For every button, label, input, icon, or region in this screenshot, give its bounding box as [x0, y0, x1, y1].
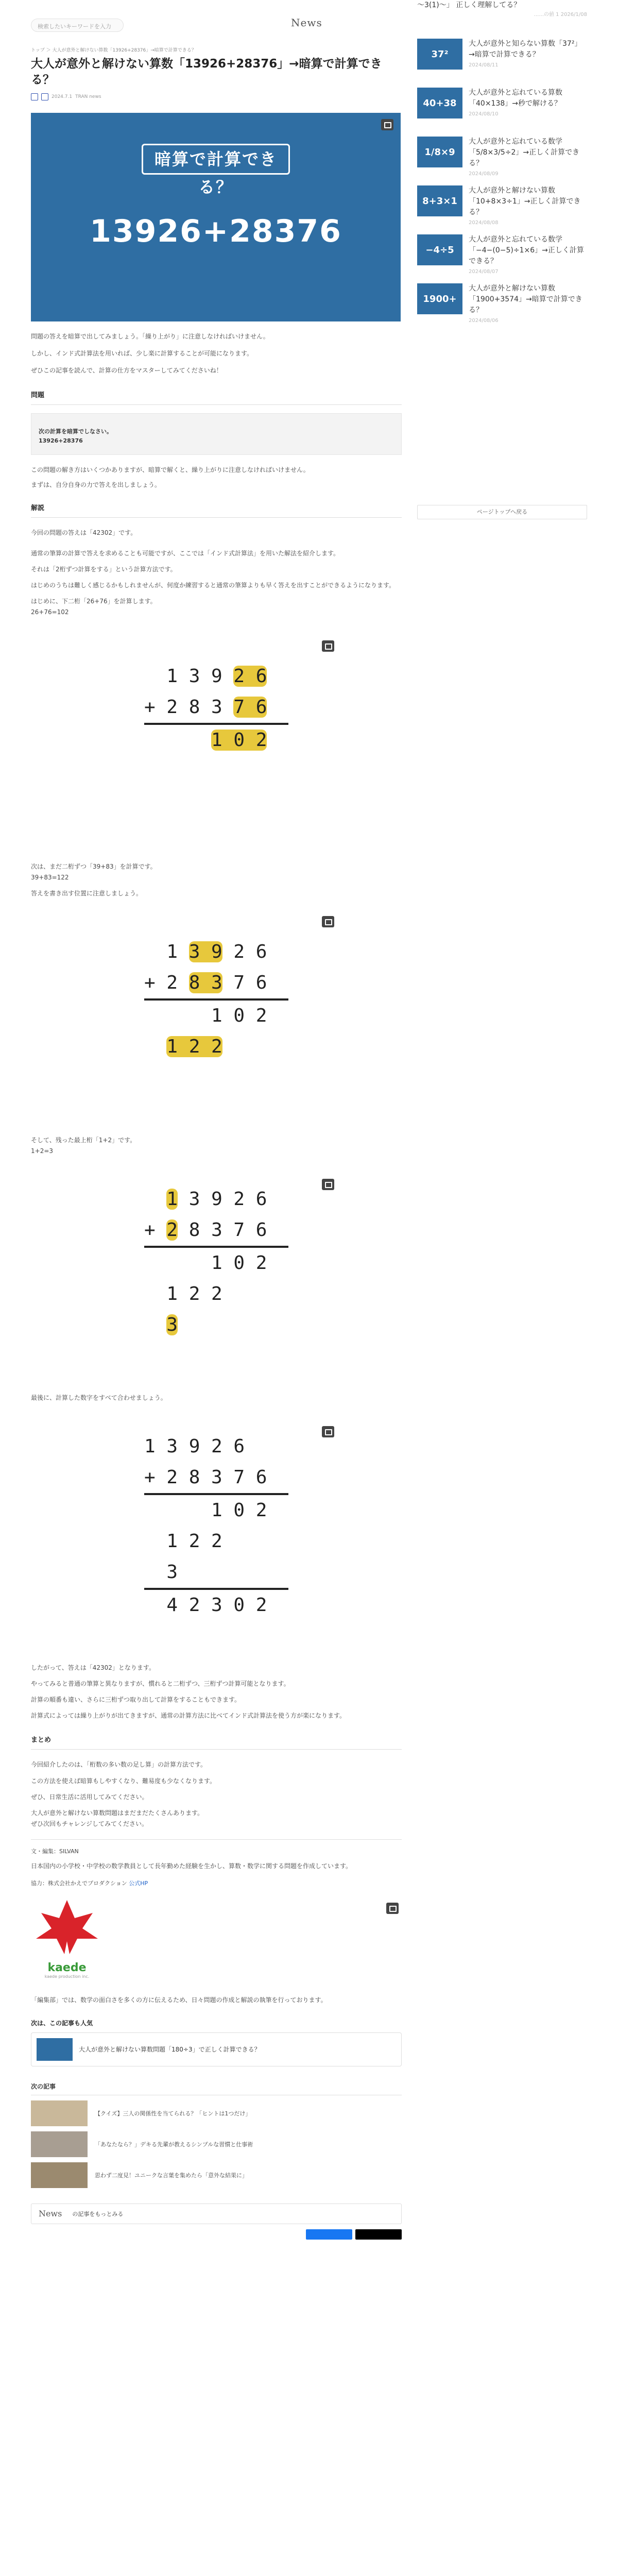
- next-thumb: [37, 2038, 73, 2061]
- sidebar-top-title: 〜3(1)〜」 正しく理解してる？: [417, 1, 521, 9]
- bookmark-icon[interactable]: [41, 93, 48, 100]
- kaede-logo: kaede kaede production inc.: [31, 1897, 103, 1985]
- sidebar-article[interactable]: [417, 283, 587, 324]
- article: [31, 46, 402, 2240]
- author-line: 文・編集：SILVAN: [31, 1848, 79, 1855]
- sidebar-article-date: 2024/08/07: [469, 269, 499, 275]
- sidebar-top-sub: ......の値 1 2026/1/08: [534, 12, 587, 18]
- site-logo[interactable]: News: [291, 16, 322, 29]
- gallery-icon[interactable]: [322, 916, 334, 927]
- gallery-icon[interactable]: [386, 1903, 399, 1914]
- calc-row-1: 1 3 9 2 6: [144, 665, 267, 687]
- footer-more[interactable]: News の記事をもっとみる: [31, 2204, 402, 2224]
- sidebar-article[interactable]: [417, 185, 587, 226]
- conclusion-3: 計算の順番も違い、さらに三桁ずつ取り出して計算をすることもできます。: [31, 1696, 241, 1704]
- step3-1: そして、残った最上桁「1+2」です。: [31, 1137, 136, 1144]
- company-label: 協力：株式会社かえでプロダクション 公式HP: [31, 1879, 148, 1887]
- next-article[interactable]: 【クイズ】三人の関係性を当てられる？「ヒントは1つだけ」: [31, 2100, 402, 2126]
- summary-heading: まとめ: [31, 1734, 402, 1750]
- sidebar-article-date: 2024/08/08: [469, 220, 499, 226]
- sidebar-article[interactable]: [417, 234, 587, 275]
- solution-heading: 解説: [31, 502, 402, 518]
- calc-row-2: + 2 8 3 7 6: [144, 696, 267, 718]
- next-label: 次は、この記事も人気: [31, 2019, 93, 2027]
- sidebar-thumb: 8+3×1: [417, 185, 462, 216]
- search-input[interactable]: 検索したいキーワードを入力: [31, 19, 124, 32]
- sidebar-article-title: 大人が意外と忘れている数学「−4−(0−5)÷1×6」→正しく計算できる？: [469, 235, 584, 265]
- next-link[interactable]: 大人が意外と解けない算数問題「180÷3」で正しく計算できる？: [79, 2046, 261, 2054]
- next-article[interactable]: 「あなたなら？」デキる先輩が教えるシンプルな習慣と仕事術: [31, 2131, 402, 2157]
- step4-1: 最後に、計算した数字をすべて合わせましょう。: [31, 1394, 167, 1402]
- sidebar-top-item[interactable]: [417, 0, 587, 19]
- company-link[interactable]: 公式HP: [129, 1879, 148, 1887]
- summary-1: 今回紹介したのは、「桁数の多い数の足し算」の計算方法です。: [31, 1761, 207, 1769]
- conclusion-4: 計算式によっては繰り上がりが出てきますが、通常の計算方法に比べてインド式計算法を使う方が楽になります。: [31, 1712, 346, 1720]
- calc-figure-3: 1 3 9 2 6 + 2 8 3 7 6 1 0 2 1 2 2 3: [31, 1174, 402, 1390]
- sidebar-article-title: 大人が意外と忘れている数学「5/8×3/5÷2」→正しく計算できる？: [469, 138, 580, 167]
- sidebar-article-title: 大人が意外と忘れている算数「40×138」→秒で解ける？: [469, 89, 562, 108]
- sidebar-article[interactable]: [417, 137, 587, 177]
- problem-after-1: この問題の解き方はいくつかありますが、暗算で解くと、繰り上がりに注意しなければいけません。: [31, 466, 310, 474]
- problem-heading: 問題: [31, 389, 402, 405]
- step2-3: 答えを書き出す位置に注意しましょう。: [31, 889, 143, 897]
- sidebar-article[interactable]: [417, 39, 587, 72]
- author-bio: 日本国内の小学校・中学校の数学教員として長年勤めた経験を生かし、算数・数学に関する問題を作成しています。: [31, 1862, 352, 1870]
- solution-1: 今回の問題の答えは「42302」です。: [31, 529, 137, 537]
- share-icon[interactable]: [31, 93, 38, 100]
- sidebar-article-title: 大人が意外と知らない算数「37²」→暗算で計算できる？: [469, 40, 582, 59]
- intro-1: 問題の答えを暗算で出してみましょう。「繰り上がり」に注意しなければいけません。: [31, 333, 269, 341]
- sidebar-article-date: 2024/08/06: [469, 318, 499, 324]
- page-top-button[interactable]: ページトップへ戻る: [417, 505, 587, 519]
- sidebar-article[interactable]: [417, 88, 587, 121]
- calc-figure-1: [31, 635, 402, 857]
- sidebar-thumb: 1/8×9: [417, 137, 462, 167]
- conclusion-2: やってみると普通の筆算と異なりますが、慣れると二桁ずつ、三桁ずつ計算可能となります。: [31, 1680, 290, 1687]
- next-articles-heading: 次の記事: [31, 2082, 402, 2095]
- sidebar-thumb: −4÷5: [417, 234, 462, 265]
- breadcrumb[interactable]: トップ ＞ 大人が意外と解けない算数「13926+28376」→暗算で計算できる？: [31, 48, 196, 53]
- sidebar-article-date: 2024/08/10: [469, 111, 499, 117]
- x-share-button[interactable]: [355, 2229, 402, 2240]
- gallery-icon[interactable]: [322, 1426, 334, 1437]
- sidebar-thumb: 37²: [417, 39, 462, 70]
- article-thumb: [31, 2100, 88, 2126]
- solution-5: はじめに、下二桁「26+76」を計算します。: [31, 598, 157, 605]
- facebook-share-button[interactable]: [306, 2229, 352, 2240]
- sidebar-article-date: 2024/08/09: [469, 171, 499, 177]
- summary-5: ぜひ次回もチャレンジしてみてください。: [31, 1820, 148, 1828]
- problem-expression: 13926+28376: [39, 437, 83, 445]
- problem-label: 次の計算を暗算でしなさい。: [39, 428, 112, 435]
- step3-2: 1+2=3: [31, 1147, 54, 1155]
- article-source: TRAN news: [75, 94, 101, 100]
- step2-1: 次は、まだ二桁ずつ「39+83」を計算です。: [31, 862, 157, 870]
- intro-2: しかし、インド式計算法を用いれば、少し楽に計算することが可能になります。: [31, 350, 253, 358]
- page-title: 大人が意外と解けない算数「13926+28376」→暗算で計算できる？: [31, 57, 382, 87]
- gallery-icon[interactable]: [381, 119, 393, 130]
- sidebar-thumb: 40+38: [417, 88, 462, 118]
- share-buttons: [31, 2229, 402, 2240]
- summary-4: 大人が意外と解けない算数問題はまだまだたくさんあります。: [31, 1809, 204, 1817]
- summary-3: ぜひ、日常生活に活用してみてください。: [31, 1793, 148, 1801]
- intro-3: ぜひこの記事を読んで、計算の仕方をマスターしてみてくださいね！: [31, 367, 222, 375]
- next-card[interactable]: [31, 2032, 402, 2066]
- conclusion-1: したがって、答えは「42302」となります。: [31, 1664, 155, 1671]
- solution-6: 26+76=102: [31, 608, 69, 616]
- hero-image: [31, 113, 401, 321]
- article-date: 2024.7.1: [52, 94, 73, 100]
- sidebar-article-date: 2024/08/11: [469, 62, 499, 68]
- calc-figure-2: 1 3 9 2 6 + 2 8 3 7 6 1 0 2 1 2 2: [31, 916, 402, 1132]
- article-thumb: [31, 2162, 88, 2188]
- solution-2: 通常の筆算の計算で答えを求めることも可能ですが、ここでは「インド式計算法」を用いた解法を紹介します。: [31, 549, 340, 557]
- sidebar-thumb: 1900+: [417, 283, 462, 314]
- article-meta: [31, 93, 402, 100]
- sidebar-article-title: 大人が意外と解けない算数「10+8×3÷1」→正しく計算できる？: [469, 187, 581, 216]
- solution-3: それは「2桁ずつ計算をする」という計算方法です。: [31, 565, 177, 573]
- calc-figure-4: 1 3 9 2 6 + 2 8 3 7 6 1 0 2 1 2 2 3 4 2 3 0 2: [31, 1421, 402, 1663]
- article-thumb: [31, 2131, 88, 2157]
- sidebar-article-title: 大人が意外と解けない算数「1900+3574」→暗算で計算できる？: [469, 284, 582, 314]
- company-logo-area: [31, 1897, 402, 1985]
- gallery-icon[interactable]: [322, 640, 334, 652]
- gallery-icon[interactable]: [322, 1179, 334, 1190]
- company-desc: 「編集部」では、数学の面白さを多くの方に伝えるため、日々問題の作成と解説の執筆を行っております。: [31, 1996, 327, 2004]
- step2-2: 39+83=122: [31, 873, 69, 881]
- calc-row-3: 1 0 2: [211, 729, 267, 751]
- summary-2: この方法を使えば暗算もしやすくなり、難易度も少なくなります。: [31, 1777, 216, 1785]
- solution-4: はじめのうちは難しく感じるかもしれませんが、何度か練習すると通常の筆算よりも早く答えを出すことができるようになります。: [31, 581, 396, 589]
- next-article[interactable]: 思わず二度見！ユニークな言葉を集めたら「意外な結果に」: [31, 2162, 402, 2188]
- hero-question: 暗算で計算できる？: [142, 144, 290, 175]
- hero-expression: 13926+28376: [90, 213, 342, 250]
- problem-after-2: まずは、自分自身の力で答えを出しましょう。: [31, 481, 161, 489]
- problem-box: [31, 413, 402, 455]
